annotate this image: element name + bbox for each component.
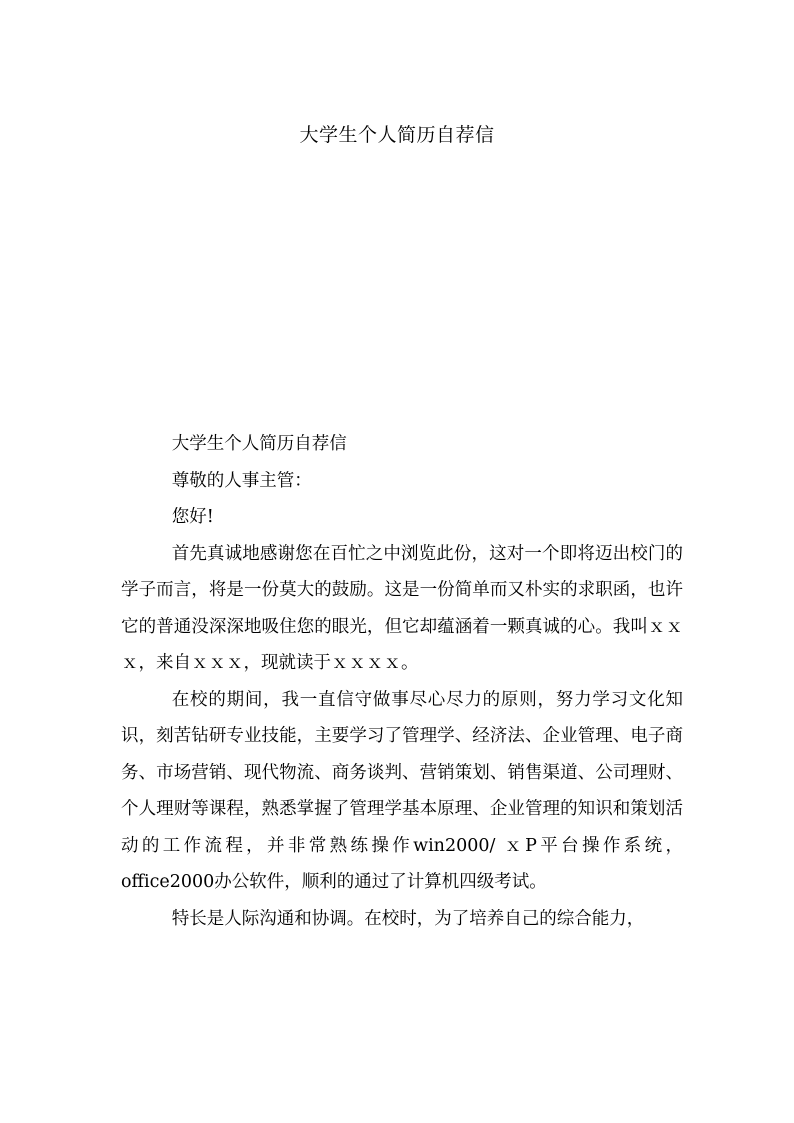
- paragraph-strengths: 特长是人际沟通和协调。在校时，为了培养自己的综合能力，: [171, 908, 645, 929]
- letter-heading: 大学生个人简历自荐信: [171, 434, 347, 454]
- document-title: 大学生个人简历自荐信: [299, 124, 495, 146]
- salutation: 尊敬的人事主管：: [171, 470, 312, 491]
- document-body: [121, 426, 683, 937]
- paragraph-introduction: 首先真诚地感谢您在百忙之中浏览此份，这对一个即将迈出校门的学子而言，将是一份莫大的鼓励。这是一份简单而又朴实的求职函，也许它的普通没深深地吸住您的眼光，但它却蕴涵着一颗真诚的心。我叫ｘｘｘ，来自ｘｘｘ，现就读于ｘｘｘｘ。: [121, 543, 683, 673]
- paragraph-education: 在校的期间，我一直信守做事尽心尽力的原则，努力学习文化知识，刻苦钻研专业技能，主要学习了管理学、经济法、企业管理、电子商务、市场营销、现代物流、商务谈判、营销策划、销售渠道、公司理财、个人理财等课程，熟悉掌握了管理学基本原理、企业管理的知识和策划活动的工作流程，并非常熟练操作win2000/ ｘP平台操作系统，office2000办公软件，顺利的通过了计算机四级考试。: [121, 689, 683, 892]
- greeting: 您好!: [171, 507, 214, 527]
